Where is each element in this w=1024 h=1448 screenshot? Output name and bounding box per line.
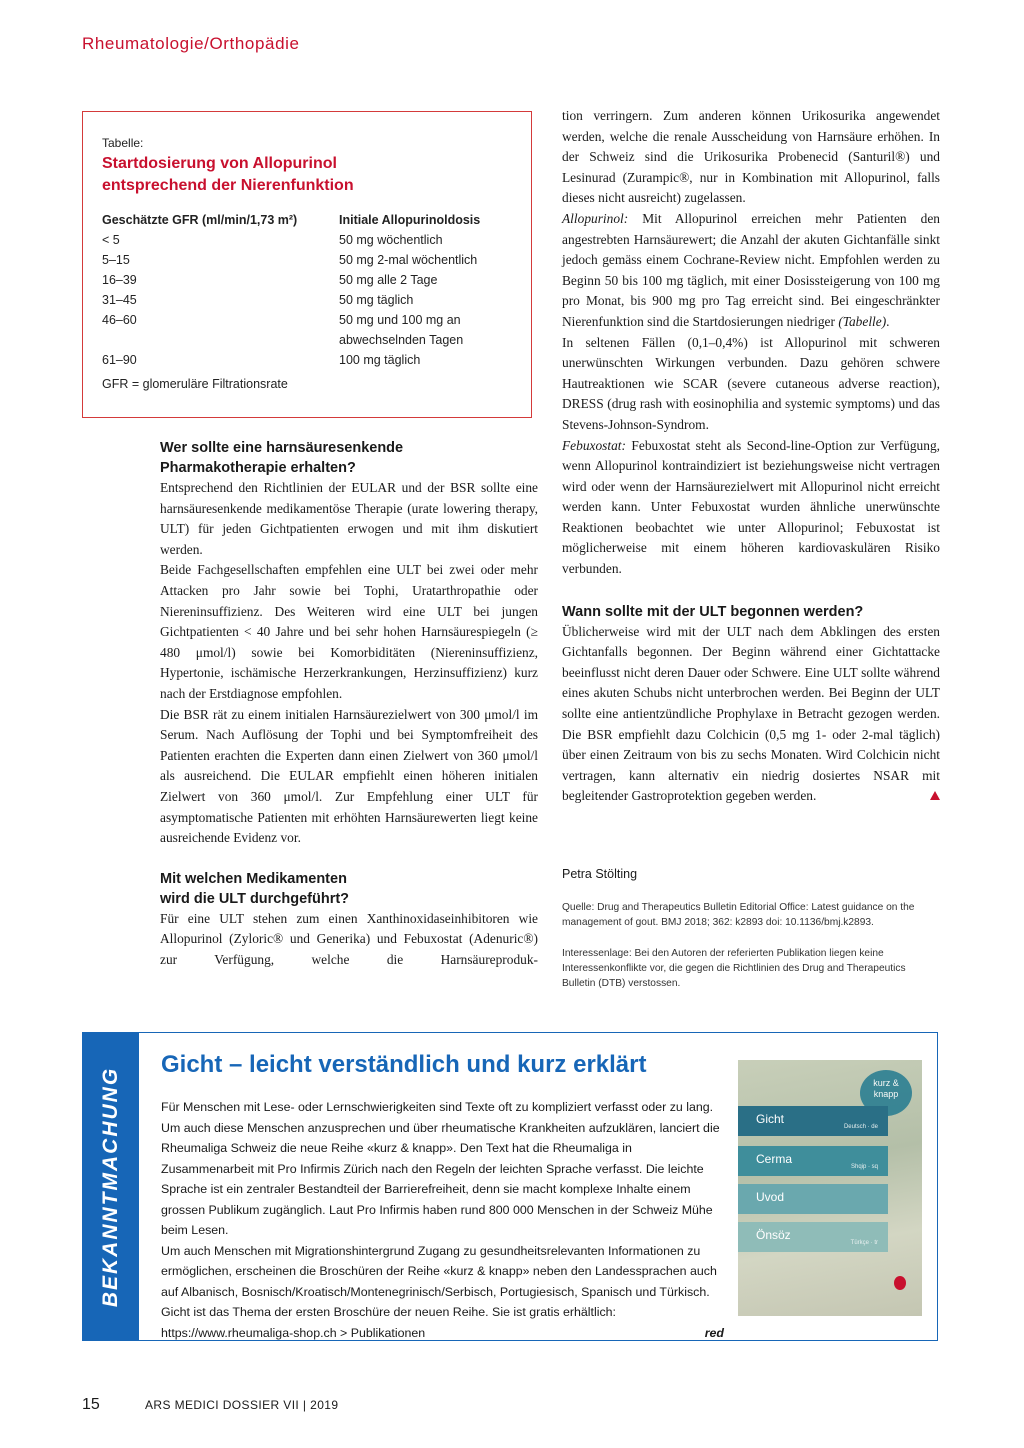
brochure-badge: kurz & knapp: [860, 1070, 912, 1116]
paragraph: [562, 436, 940, 580]
brochure-band-sub: Deutsch · de: [843, 1124, 878, 1130]
table-cell: < 5: [102, 233, 120, 247]
section-title: Rheumatologie/Orthopädie: [82, 34, 300, 53]
dosage-table: [82, 111, 532, 418]
author: Petra Stölting: [562, 867, 638, 881]
brochure-band: [738, 1106, 888, 1136]
paragraph: Für Menschen mit Lese- oder Lernschwierigkeiten sind Texte oft zu kompliziert verfasst oder zu lang. Um auch diese Menschen anzusprechen und über rheumatische Krankheiten aufzuklären, lanciert die Rheumaliga Schweiz die neue Reihe «kurz & knapp». Den Text hat die Rheumaliga in Zusammenarbeit mit Pro Infirmis Zürich nach den Regeln der leichten Sprache verfasst. Die leichte Sprache ist ein zentraler Bestandteil der Barrierefreiheit, denn sie macht komplexe Inhalte einem grossen Publikum zugänglich. Laut Pro Infirmis haben rund 800 000 Menschen in der Schweiz Mühe beim Lesen.: [161, 1100, 720, 1237]
table-title-line2: entsprechend der Nierenfunktion: [102, 177, 354, 194]
interests-note: Interessenlage: Bei den Autoren der referierten Publikation liegen keine Interessenkonflikte vor, die gegen die Richtlinien des Drug and Therapeutics Bulletin (DTB) verstossen.: [562, 948, 906, 989]
table-cell: 100 mg täglich: [339, 353, 421, 367]
source-note: Quelle: Drug and Therapeutics Bulletin Editorial Office: Latest guidance on the management of gout. BMJ 2018; 362: k2893 doi: 10.1136/bmj.k2893.: [562, 902, 915, 928]
brochure-band-sub: Shqip · sq: [850, 1164, 878, 1170]
link-line: [161, 1323, 724, 1344]
table-cell: 16–39: [102, 273, 137, 287]
drug-lead-allopurinol: Allopurinol:: [562, 210, 629, 226]
heading-when: Wann sollte mit der ULT begonnen werden?: [562, 603, 864, 620]
paragraph: In seltenen Fällen (0,1–0,4%) ist Allopurinol mit schweren unerwünschten Wirkungen verbunden. Dazu gehören schwere Hautreaktionen wie SCAR (severe cutaneous adverse reaction), DRESS (drug rash with eosinophilia and systemic symptoms) und das Stevens-Johnson-Syndrom.: [562, 334, 940, 432]
paragraph-text: Mit Allopurinol erreichen mehr Patienten den angestrebten Harnsäurewert; die Anzahl der akuten Gichtanfälle sinkt jedoch gemäss einem Cochrane-Review nicht. Empfohlen werden zu Beginn 50 bis 100 mg täglich, mit einer Dosissteigerung von 100 mg pro Monat, bis 900 mg pro Tag erreicht sind. Bei eingeschränkter Nierenfunktion sind die Startdosierungen niedriger: [562, 210, 940, 329]
announcement-sidebar: [83, 1033, 139, 1340]
left-column: [160, 438, 538, 970]
brochure-band-title: Önsöz: [756, 1228, 791, 1242]
announcement-text: [161, 1097, 724, 1343]
table-reference: (Tabelle): [838, 313, 887, 329]
table-label: Tabelle:: [102, 136, 144, 150]
brochure-band-sub: Türkçe · tr: [850, 1240, 878, 1246]
end-triangle-icon: [930, 791, 940, 800]
right-column: [562, 106, 940, 807]
heading-which-drugs-line2: wird die ULT durchgeführt?: [160, 890, 350, 907]
announcement-tag: BEKANNTMACHUNG: [99, 1066, 122, 1308]
table-cell: 50 mg täglich: [339, 293, 414, 307]
shop-link[interactable]: https://www.rheumaliga-shop.ch > Publikationen: [161, 1325, 426, 1340]
brochure-band-title: Uvod: [756, 1190, 785, 1204]
page-number: 15: [82, 1396, 100, 1413]
table-cell: 50 mg alle 2 Tage: [339, 273, 438, 287]
brochure-band: [738, 1146, 888, 1176]
announcement-title: Gicht – leicht verständlich und kurz erklärt: [161, 1051, 647, 1078]
table-footnote: GFR = glomeruläre Filtrationsrate: [102, 377, 288, 391]
brochure-band: [738, 1222, 888, 1252]
table-col1-header: Geschätzte GFR (ml/min/1,73 m²): [102, 213, 298, 227]
paragraph-end: .: [886, 313, 890, 329]
paragraph: Um auch Menschen mit Migrationshintergrund Zugang zu gesundheitsrelevanten Informationen zu ermöglichen, erscheinen die Broschüren der Reihe «kurz & knapp» neben den Landessprachen auch auf Albanisch, Bosnisch/Kroatisch/Montenegrinisch/Serbisch, Portugiesisch, Spanisch und Türkisch. Gicht ist das Thema der ersten Broschüre der neuen Reihe. Sie ist gratis erhältlich:: [161, 1243, 717, 1319]
brochure-band-title: Cerma: [756, 1152, 793, 1166]
table-cell: 31–45: [102, 293, 137, 307]
paragraph: [562, 209, 940, 333]
brochure-band: [738, 1184, 888, 1214]
heading-which-drugs-line1: Mit welchen Medikamenten: [160, 870, 347, 887]
paragraph: tion verringern. Zum anderen können Urikosurika angewendet werden, welche die renale Ausscheidung von Harnsäure erhöhen. In der Schweiz sind die Urikosurika Probenecid (Santuril®) und Lesinurad (Zurampic®, nur in Kombination mit Allopurinol, falls dieses nicht ausreicht) zugelassen.: [562, 108, 940, 206]
heading-who-line1: Wer sollte eine harnsäuresenkende: [160, 440, 404, 456]
paragraph: Die BSR rät zu einem initialen Harnsäurezielwert von 300 μmol/l im Serum. Nach Auflösung der Tophi und bei Symptomfreiheit des Patienten erachten die Experten dann einen Zielwert von 360 μmol/l als ausreichend. Die EULAR empfiehlt einen höheren initialen Zielwert von 360 μmol/l. Zur Empfehlung einer ULT für asymptomatische Patienten mit erhöhten Harnsäurewerten liegt keine ausreichende Evidenz vor.: [160, 706, 538, 846]
paragraph: Für eine ULT stehen zum einen Xanthinoxidaseinhibitoren wie Allopurinol (Zyloric® und Generika) und Febuxostat (Adenuric®) zur Verfügung, welche die Harnsäureproduk-: [160, 910, 538, 967]
paragraph: Beide Fachgesellschaften empfehlen eine ULT bei zwei oder mehr Attacken pro Jahr sowie bei Tophi, Uratarthropathie oder Niereninsuffizienz. Des Weiteren wird eine ULT bei jungen Gichtpatienten < 40 Jahre und bei sehr hohen Harnsäurespiegeln (≥ 480 μmol/l) sowie bei Komorbiditäten (Niereninsuffizienz, Hypertonie, ischämische Herzerkrankungen, Herzinsuffizienz) kurz nach der Erstdiagnose empfohlen.: [160, 562, 538, 701]
table-cell: 5–15: [102, 253, 130, 267]
drug-lead-febuxostat: Febuxostat:: [562, 437, 626, 453]
brochure-cover-image: [738, 1060, 922, 1316]
heading-which-drugs: [160, 869, 538, 909]
table-cell: 61–90: [102, 353, 137, 367]
paragraph: [562, 622, 940, 807]
table-cell: 46–60: [102, 313, 137, 327]
signature: red: [704, 1325, 724, 1340]
paragraph-text: Febuxostat steht als Second-line-Option zur Verfügung, wenn Allopurinol kontraindiziert ist beziehungsweise nicht vertragen wird oder wenn der Harnsäurezielwert mit Allopurinol nicht erreicht werden kann. Unter Febuxostat wurden ähnliche unerwünschte Reaktionen beobachtet wie unter Allopurinol; Febuxostat ist möglicherweise mit einem höheren kardiovaskulären Risiko verbunden.: [562, 437, 940, 577]
heading-who: [160, 438, 538, 478]
paragraph: Entsprechend den Richtlinien der EULAR und der BSR sollte eine harnsäuresenkende medikamentöse Therapie (urate lowering therapy, ULT) für jeden Gichtpatienten erwogen und mit ihm diskutiert werden.: [160, 480, 538, 557]
rheumaliga-logo-icon: [894, 1276, 906, 1290]
table-title: [102, 153, 354, 197]
table-cell: 50 mg und 100 mg an: [339, 313, 461, 327]
table-title-line1: Startdosierung von Allopurinol: [102, 155, 337, 172]
paragraph-text: Üblicherweise wird mit der ULT nach dem Abklingen des ersten Gichtanfalls begonnen. Der Beginn während einer Gichtattacke beeinflusst nicht deren Dauer oder Schwere. Eine ULT sollte während eines akuten Schubs nicht unterbrochen werden. Bei Beginn der ULT sollte eine antientzündliche Prophylaxe in Betracht gezogen werden. Die BSR empfiehlt dazu Colchicin (0,5 mg 1- oder 2-mal täglich) über einen Zeitraum von bis zu sechs Monaten. Wird Colchicin nicht vertragen, kann alternativ ein niedrig dosiertes NSAR mit begleitender Gastroprotektion gegeben werden.: [562, 623, 940, 804]
publication-footer: ARS MEDICI DOSSIER VII | 2019: [145, 1398, 339, 1412]
heading-who-line2: Pharmakotherapie erhalten?: [160, 460, 356, 476]
table-col2-header: Initiale Allopurinoldosis: [339, 213, 481, 227]
table-cell: 50 mg 2-mal wöchentlich: [339, 253, 478, 267]
table-cell: abwechselnden Tagen: [339, 333, 464, 347]
brochure-band-title: Gicht: [756, 1112, 785, 1126]
table-cell: 50 mg wöchentlich: [339, 233, 443, 247]
